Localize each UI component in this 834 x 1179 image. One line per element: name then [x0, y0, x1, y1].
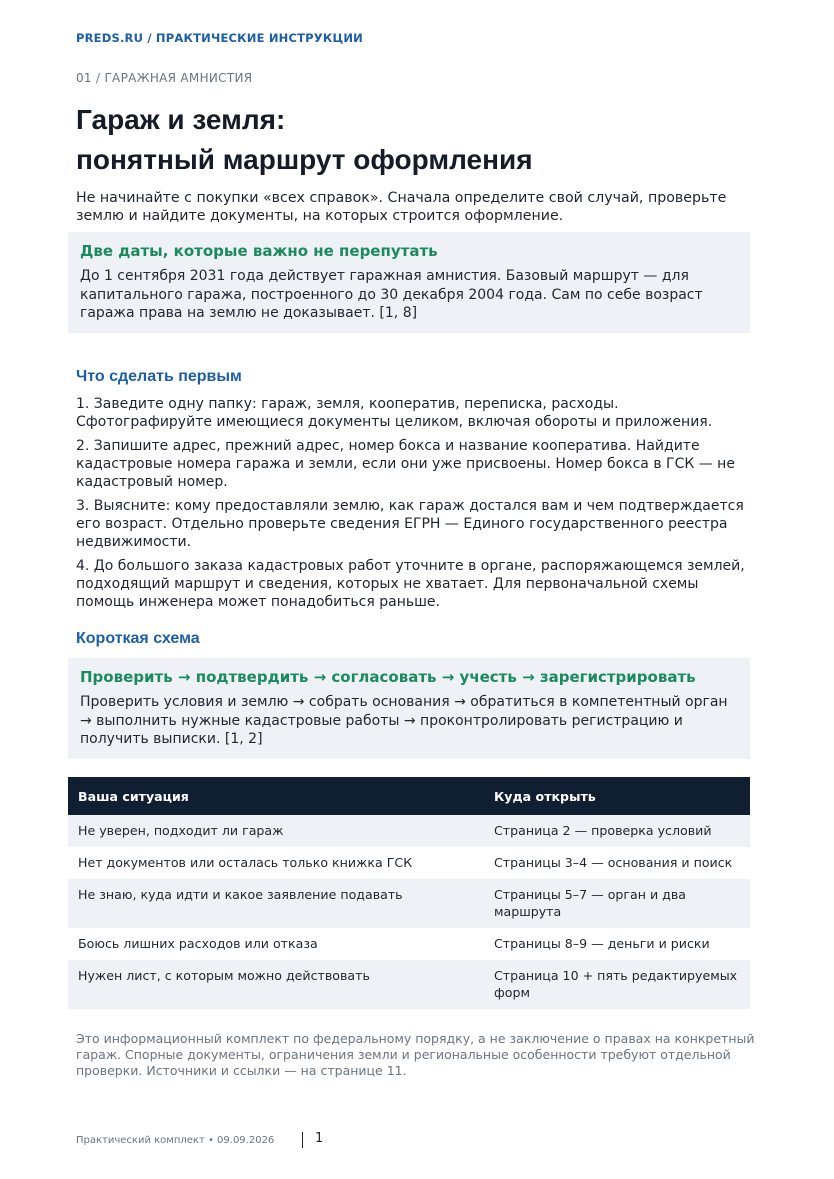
column-header-situation: Ваша ситуация — [68, 777, 484, 815]
section-heading-first-steps: Что сделать первым — [76, 368, 242, 385]
table-header-row — [68, 777, 750, 815]
situation-cell: Не уверен, подходит ли гараж — [68, 815, 484, 847]
situation-cell: Нет документов или осталась только книжка ГСК — [68, 847, 484, 879]
callout-key-dates — [68, 232, 750, 333]
page-ref-cell: Страницы 3–4 — основания и поиск — [484, 847, 750, 879]
list-item: 4. До большого заказа кадастровых работ уточните в органе, распоряжающемся землей, подходящий маршрут и сведения, которых не хватает. Для первоначальной схемы помощь инженера может понадобиться раньше. — [76, 558, 745, 610]
page-ref-cell: Страницы 5–7 — орган и два маршрута — [484, 879, 750, 928]
first-steps-list — [76, 395, 756, 617]
title-line-2: понятный маршрут оформления — [76, 144, 533, 175]
list-item: 1. Заведите одну папку: гараж, земля, кооператив, переписка, расходы. Сфотографируйте имеющиеся документы целиком, включая обороты и приложения. — [76, 396, 713, 430]
page-title — [76, 100, 756, 180]
lead-paragraph: Не начинайте с покупки «всех справок». Сначала определите свой случай, проверьте землю и найдите документы, на которых строится оформление. — [76, 190, 727, 224]
footer-text: Практический комплект • 09.09.2026 — [76, 1135, 275, 1146]
callout-scheme — [68, 658, 750, 759]
brand-header: PREDS.RU / ПРАКТИЧЕСКИЕ ИНСТРУКЦИИ — [76, 31, 363, 45]
list-item: 2. Запишите адрес, прежний адрес, номер бокса и название кооператива. Найдите кадастровые номера гаража и земли, если они уже присвоены. Номер бокса в ГСК — не кадастровый номер. — [76, 438, 735, 490]
situation-cell: Боюсь лишних расходов или отказа — [68, 928, 484, 960]
situation-cell: Нужен лист, с которым можно действовать — [68, 960, 484, 1009]
page-ref-cell: Страница 2 — проверка условий — [484, 815, 750, 847]
table-row — [68, 815, 750, 847]
footer-divider — [302, 1132, 303, 1148]
scheme-body: Проверить условия и землю → собрать основания → обратиться в компетентный орган → выполнить нужные кадастровые работы → проконтролировать регистрацию и получить выписки. [1, 2] — [80, 694, 728, 747]
situation-cell: Не знаю, куда идти и какое заявление подавать — [68, 879, 484, 928]
table-row — [68, 879, 750, 928]
disclaimer-note: Это информационный комплект по федеральному порядку, а не заключение о правах на конкретный гараж. Спорные документы, ограничения земли и региональные особенности требуют отдельной проверки. Источники и ссылки — на странице 11. — [76, 1031, 755, 1078]
scheme-heading: Проверить → подтвердить → согласовать → учесть → зарегистрировать — [80, 668, 696, 686]
list-item: 3. Выясните: кому предоставляли землю, как гараж достался вам и чем подтверждается его возраст. Отдельно проверьте сведения ЕГРН — Единого государственного реестра недвижимости. — [76, 498, 744, 550]
page-ref-cell: Страница 10 + пять редактируемых форм — [484, 960, 750, 1009]
column-header-where: Куда открыть — [484, 777, 750, 815]
table-row — [68, 960, 750, 1009]
table-row — [68, 928, 750, 960]
page-ref-cell: Страницы 8–9 — деньги и риски — [484, 928, 750, 960]
callout-heading: Две даты, которые важно не перепутать — [80, 242, 438, 260]
navigation-table — [68, 777, 750, 1009]
section-heading-short-scheme: Короткая схема — [76, 630, 200, 647]
page-number: 1 — [315, 1131, 324, 1146]
section-label: 01 / ГАРАЖНАЯ АМНИСТИЯ — [76, 71, 253, 85]
callout-body: До 1 сентября 2031 года действует гаражная амнистия. Базовый маршрут — для капитального гаража, построенного до 30 декабря 2004 года. Сам по себе возраст гаража права на землю не доказывает. [1, 8] — [80, 268, 703, 321]
title-line-1: Гараж и земля: — [76, 104, 286, 135]
table-row — [68, 847, 750, 879]
